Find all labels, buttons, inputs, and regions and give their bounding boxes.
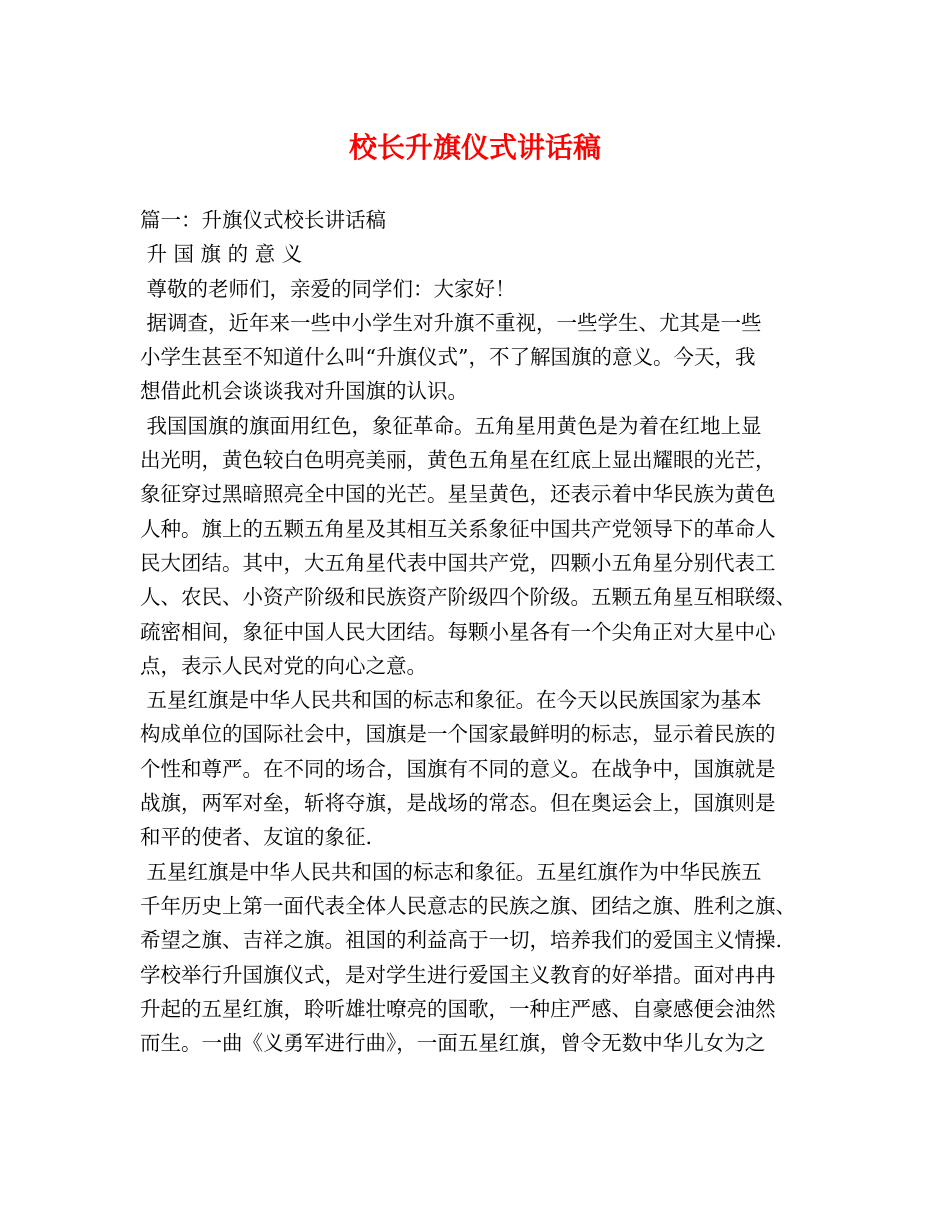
text-line: 疏密相间，象征中国人民大团结。每颗小星各有一个尖角正对大星中心: [140, 619, 776, 644]
text-line: 我国国旗的旗面用红色，象征革命。五角星用黄色是为着在红地上显: [140, 413, 762, 438]
text-line: 和平的使者、友谊的象征.: [140, 825, 373, 850]
text-line: 个性和尊严。在不同的场合，国旗有不同的意义。在战争中，国旗就是: [140, 756, 776, 781]
text-line: 点，表示人民对党的向心之意。: [140, 653, 427, 678]
text-line: 构成单位的国际社会中，国旗是一个国家最鲜明的标志，显示着民族的: [140, 722, 776, 747]
text-line: 篇一：升旗仪式校长讲话稿: [140, 208, 386, 232]
text-line: 象征穿过黑暗照亮全中国的光芒。星呈黄色，还表示着中华民族为黄色: [140, 482, 776, 507]
text-line: 战旗，两军对垒，斩将夺旗，是战场的常态。但在奥运会上，国旗则是: [140, 791, 776, 816]
text-line: 人、农民、小资产阶级和民族资产阶级四个阶级。五颗五角星互相联缀、: [140, 585, 796, 610]
document-title: 校长升旗仪式讲话稿: [348, 131, 601, 164]
text-line: 尊敬的老师们，亲爱的同学们：大家好！: [140, 276, 516, 301]
text-line: 升起的五星红旗，聆听雄壮嘹亮的国歌，一种庄严感、自豪感便会油然: [140, 996, 776, 1021]
text-line: 人种。旗上的五颗五角星及其相互关系象征中国共产党领导下的革命人: [140, 516, 776, 541]
text-line: 想借此机会谈谈我对升国旗的认识。: [140, 379, 468, 404]
text-line: 五星红旗是中华人民共和国的标志和象征。在今天以民族国家为基本: [140, 688, 762, 713]
text-line: 据调查，近年来一些中小学生对升旗不重视，一些学生、尤其是一些: [140, 310, 762, 335]
text-line: 出光明，黄色较白色明亮美丽，黄色五角星在红底上显出耀眼的光芒，: [140, 448, 776, 473]
text-line: 学校举行升国旗仪式，是对学生进行爱国主义教育的好举措。面对冉冉: [140, 962, 776, 987]
text-line: 民大团结。其中，大五角星代表中国共产党，四颗小五角星分别代表工: [140, 550, 776, 575]
text-line: 而生。一曲《义勇军进行曲》，一面五星红旗，曾令无数中华儿女为之: [140, 1031, 766, 1056]
text-line: 五星红旗是中华人民共和国的标志和象征。五星红旗作为中华民族五: [140, 859, 762, 884]
text-line: 希望之旗、吉祥之旗。祖国的利益高于一切，培养我们的爱国主义情操.: [140, 928, 783, 953]
text-line: 小学生甚至不知道什么叫“升旗仪式”，不了解国旗的意义。今天，我: [140, 345, 756, 370]
text-line: 升 国 旗 的 意 义: [140, 242, 303, 267]
text-line: 千年历史上第一面代表全体人民意志的民族之旗、团结之旗、胜利之旗、: [140, 893, 796, 918]
document-body: [140, 203, 820, 1060]
